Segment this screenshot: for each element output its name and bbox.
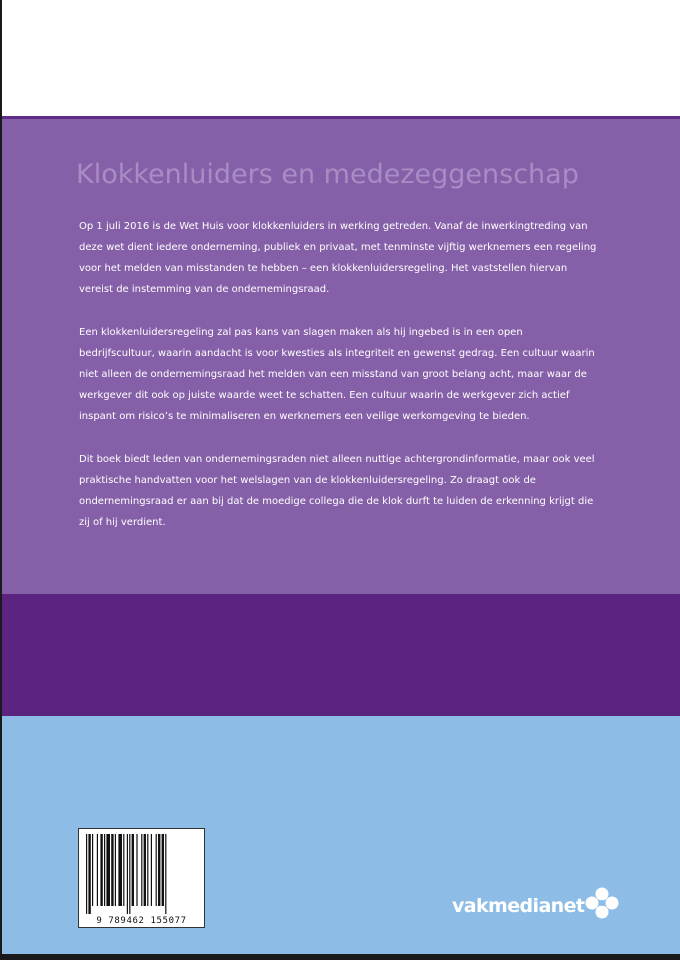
barcode-bar bbox=[156, 834, 157, 906]
barcode-bar bbox=[158, 834, 160, 906]
barcode-digits: 9 789462 155077 bbox=[96, 916, 187, 926]
barcode-bar bbox=[115, 834, 116, 906]
barcode-bar bbox=[127, 834, 128, 914]
barcode-bar bbox=[97, 834, 98, 906]
barcode-bar bbox=[86, 834, 87, 914]
barcode-bar bbox=[104, 834, 105, 906]
back-cover-text bbox=[79, 216, 601, 555]
barcode bbox=[78, 828, 205, 928]
barcode-bar bbox=[162, 834, 164, 906]
barcode-bar bbox=[118, 834, 122, 906]
barcode-bar bbox=[129, 834, 130, 914]
barcode-bar bbox=[147, 834, 148, 906]
barcode-bar bbox=[141, 834, 142, 906]
barcode-bar bbox=[88, 834, 90, 914]
barcode-bar bbox=[165, 834, 166, 914]
barcode-bar bbox=[151, 834, 152, 906]
barcode-bar bbox=[132, 834, 134, 906]
barcode-bars bbox=[84, 834, 199, 914]
barcode-bar bbox=[136, 834, 137, 906]
top-white-area bbox=[2, 0, 680, 116]
barcode-bar bbox=[144, 834, 146, 906]
paragraph-3: Dit boek biedt leden van ondernemingsraden niet alleen nuttige achtergrondinformatie, maar ook veel praktische handvatten voor het welslagen van de klokkenluidersregeling. Zo draagt ook de ondernemingsraad er aan bij dat de moedige collega die de klok durft te luiden de erkenning krijgt die zij of hij verdient. bbox=[79, 454, 595, 528]
paragraph-2: Een klokkenluidersregeling zal pas kans van slagen maken als hij ingebed is in een open bedrijfscultuur, waarin aandacht is voor kwesties als integriteit en gewenst gedrag. Een cultuur waarin niet alleen de ondernemingsraad het melden van een misstand van groot belang acht, maar waar de werkgever dit ook op juiste waarde weet te schatten. Een cultuur waarin de werkgever zich actief inspant om risico’s te minimaliseren en werknemers een veilige werkomgeving te bieden. bbox=[79, 327, 595, 422]
barcode-bar bbox=[92, 834, 93, 906]
publisher-name: vakmedianet bbox=[452, 895, 585, 917]
dark-purple-band bbox=[2, 594, 680, 716]
barcode-bar bbox=[123, 834, 124, 906]
barcode-bar bbox=[111, 834, 113, 906]
paragraph-1: Op 1 juli 2016 is de Wet Huis voor klokkenluiders in werking getreden. Vanaf de inwerkingtreding van deze wet dient iedere onderneming, publiek en privaat, met tenminste vijftig werknemers een regeling voor het melden van misstanden te hebben – een klokkenluidersregeling. Het vaststellen hiervan vereist de instemming van de ondernemingsraad. bbox=[79, 221, 597, 295]
frame-bottom-edge bbox=[0, 954, 680, 960]
barcode-bar bbox=[106, 834, 110, 906]
barcode-bar bbox=[100, 834, 102, 906]
publisher-logo-icon bbox=[584, 885, 620, 921]
book-title: Klokkenluiders en medezeggenschap bbox=[76, 159, 579, 190]
